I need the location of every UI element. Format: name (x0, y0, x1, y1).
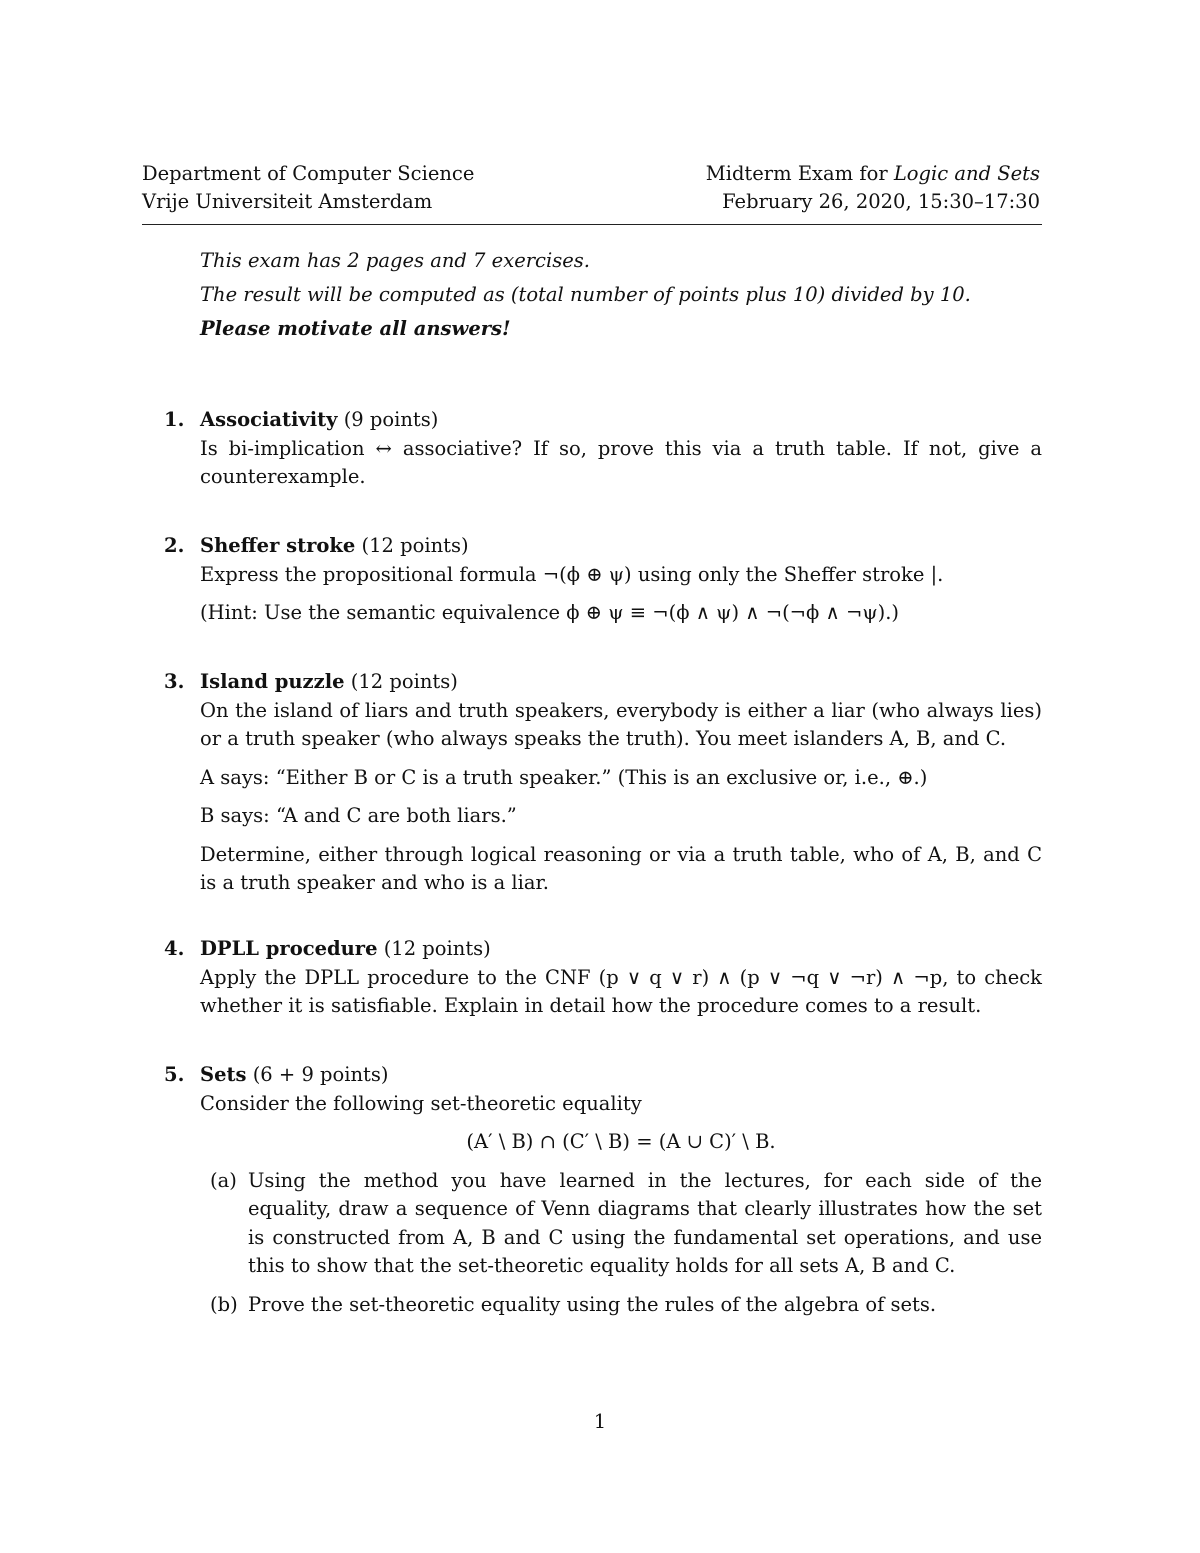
header-left (142, 160, 474, 216)
subquestion-b (200, 1291, 1042, 1320)
statement-b: B says: “A and C are both liars.” (200, 804, 517, 827)
exercise-points: (12 points) (350, 670, 458, 693)
exercise-title: Associativity (200, 408, 338, 431)
exercise-hint: (Hint: Use the semantic equivalence ϕ ⊕ ψ ≡ ¬(ϕ ∧ ψ) ∧ ¬(¬ϕ ∧ ¬ψ).) (200, 601, 900, 624)
exercise-number: 2. (164, 534, 185, 557)
exercise-title: Sheffer stroke (200, 534, 356, 557)
university: Vrije Universiteit Amsterdam (142, 190, 433, 213)
intro (200, 244, 971, 346)
header-rule (142, 224, 1042, 225)
exercise-4 (164, 935, 1042, 1021)
exam-prefix: Midterm Exam for (705, 162, 894, 185)
subquestion-text: Using the method you have learned in the lectures, for each side of the equality, draw a sequence of Venn diagrams that clearly illustrates how the set is constructed from A, B and C using the fundamental set operations, and use this to show that the set-theoretic equality holds for all sets A, B and C. (248, 1168, 1042, 1277)
subquestion-text: Prove the set-theoretic equality using the rules of the algebra of sets. (248, 1292, 937, 1316)
exercise-number: 1. (164, 408, 185, 431)
exercise-points: (12 points) (361, 534, 469, 557)
exercise-text: On the island of liars and truth speakers, everybody is either a liar (who always lies) or a truth speaker (who always speaks the truth). You meet islanders A, B, and C. (200, 698, 1042, 750)
course-name: Logic and Sets (893, 162, 1040, 185)
exercise-number: 3. (164, 670, 185, 693)
department: Department of Computer Science (142, 162, 475, 185)
exercise-task: Determine, either through logical reasoning or via a truth table, who of A, B, and C is a truth speaker and who is a liar. (200, 842, 1042, 894)
exam-title (706, 160, 1040, 188)
exercise-heading (200, 668, 1042, 697)
exercise-title: DPLL procedure (200, 937, 378, 960)
intro-line-1: This exam has 2 pages and 7 exercises. (200, 249, 590, 272)
exercise-heading (200, 935, 1042, 964)
exercise-points: (12 points) (383, 937, 491, 960)
subquestion-label: (b) (210, 1292, 238, 1316)
exercise-text: Express the propositional formula ¬(ϕ ⊕ ψ) using only the Sheffer stroke |. (200, 562, 944, 586)
exercise-heading (200, 532, 1042, 561)
exercise-text: Apply the DPLL procedure to the CNF (p ∨ q ∨ r) ∧ (p ∨ ¬q ∨ ¬r) ∧ ¬p, to check whether it is satisfiable. Explain in detail how the procedure comes to a result. (200, 965, 1042, 1017)
exercise-text: Consider the following set-theoretic equality (200, 1091, 642, 1115)
exercise-1 (164, 406, 1042, 492)
exercise-heading (200, 1061, 1042, 1090)
page-number: 1 (593, 1410, 607, 1433)
exercise-number: 4. (164, 937, 185, 960)
header-right (706, 160, 1040, 216)
exercise-heading (200, 406, 1042, 435)
exercise-2 (164, 532, 1042, 628)
intro-line-3: Please motivate all answers! (200, 317, 511, 340)
exercise-title: Island puzzle (200, 670, 345, 693)
statement-a: A says: “Either B or C is a truth speaker.” (This is an exclusive or, i.e., ⊕.) (200, 765, 928, 789)
exercise-3 (164, 668, 1042, 898)
exercise-points: (6 + 9 points) (252, 1063, 389, 1086)
exercise-5 (164, 1061, 1042, 1319)
set-equality-formula: (A′ \ B) ∩ (C′ \ B) = (A ∪ C)′ \ B. (466, 1130, 776, 1153)
exercise-number: 5. (164, 1063, 185, 1086)
subquestion-a (200, 1167, 1042, 1281)
exercise-points: (9 points) (343, 408, 439, 431)
exercise-text: Is bi-implication ↔ associative? If so, prove this via a truth table. If not, give a counterexample. (200, 436, 1042, 488)
subquestion-label: (a) (210, 1168, 237, 1192)
exam-date: February 26, 2020, 15:30–17:30 (722, 190, 1040, 213)
intro-line-2: The result will be computed as (total number of points plus 10) divided by 10. (200, 283, 971, 306)
exercise-title: Sets (200, 1063, 247, 1086)
